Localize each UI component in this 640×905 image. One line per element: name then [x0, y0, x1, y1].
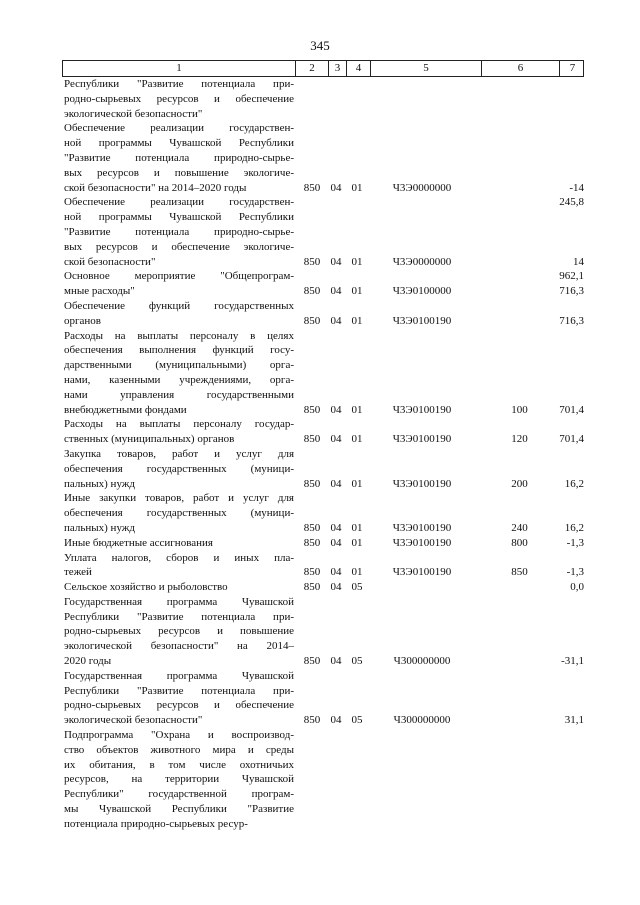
description-line: ственных (муниципальных) органов: [64, 433, 235, 446]
header-col-6: 6: [481, 61, 559, 76]
description-line: вых ресурсов и обеспечение экологиче-: [64, 240, 294, 253]
description-line: Подпрограмма "Охрана и воспроизвод-: [64, 729, 294, 742]
cell-c7: [552, 107, 584, 122]
description-line: внебюджетными фондами: [64, 403, 187, 416]
description-line: родно-сырьевых ресурсов и обеспечение: [64, 92, 294, 105]
description-line: Основное мероприятие "Общепрограм-: [64, 270, 294, 283]
page-number: 345: [310, 38, 330, 53]
cell-c7: -31,1: [561, 655, 584, 668]
table-row: [62, 491, 584, 535]
description-line: родно-сырьевых ресурсов и повышение: [64, 625, 294, 638]
cell-c5: Ч3Э0100190: [392, 536, 452, 549]
description-line: дарственными (муниципальными) орга-: [64, 359, 294, 372]
table-row: [62, 417, 584, 447]
cell-c7: 0,0: [570, 581, 584, 594]
cell-c4: 01: [351, 285, 363, 298]
description-line: Республики" государственной програм-: [64, 788, 294, 801]
cell-c3: [327, 107, 345, 122]
table-header: [62, 60, 584, 77]
cell-c6: [492, 284, 547, 299]
cell-c5: Ч3Э0100190: [392, 403, 452, 416]
cell-c2: 850: [303, 314, 321, 327]
cell-c7: -1,3: [566, 536, 584, 549]
cell-c7: 31,1: [564, 714, 584, 727]
cell-c6: 120: [511, 433, 528, 446]
cell-c5: Ч3Э0100190: [392, 433, 452, 446]
description-line: мы Чувашской Республики "Развитие: [64, 803, 294, 816]
cell-c2: 850: [303, 403, 321, 416]
description-line: экологической безопасности" на 2014–: [64, 640, 294, 653]
cell-c6: 240: [511, 521, 528, 534]
cell-c2: 850: [303, 714, 321, 727]
description-line: экологической безопасности": [64, 714, 203, 727]
cell-c3: 04: [330, 181, 342, 194]
cell-c4: 01: [351, 477, 363, 490]
header-col-3: 3: [328, 61, 346, 76]
description-line: Закупка товаров, работ и услуг для: [64, 447, 294, 460]
header-col-7: 7: [559, 61, 585, 76]
cell-c7: 716,3: [559, 314, 584, 327]
cell-c7: 14 962,1: [559, 255, 584, 283]
cell-c7: -1,3: [566, 566, 584, 579]
description-line: Государственная программа Чувашской: [64, 595, 294, 608]
description-line: пальных) нужд: [64, 477, 136, 490]
cell-c2: 850: [303, 536, 321, 549]
cell-c4: 05: [351, 714, 363, 727]
description-line: ской безопасности" на 2014–2020 годы: [64, 181, 247, 194]
cell-c4: 01: [351, 536, 363, 549]
description-line: Обеспечение реализации государствен-: [64, 196, 294, 209]
description-line: ной программы Чувашской Республики: [64, 211, 294, 224]
description-line: Расходы на выплаты персоналу государ-: [64, 418, 294, 431]
cell-c2: 850: [303, 255, 321, 268]
description-line: обеспечения государственных (муници-: [64, 507, 294, 520]
cell-c4: 01: [351, 521, 363, 534]
table-row: [62, 447, 584, 491]
cell-c6: 200: [511, 477, 528, 490]
table-row: [62, 269, 584, 299]
description-line: Иные закупки товаров, работ и услуг для: [64, 492, 294, 505]
description-line: Государственная программа Чувашской: [64, 669, 294, 682]
cell-c5: Ч300000000: [393, 714, 451, 727]
cell-c3: 04: [330, 255, 342, 268]
description-line: ной программы Чувашской Республики: [64, 137, 294, 150]
cell-c4: 01: [351, 403, 363, 416]
cell-c5: Ч3Э0100190: [392, 314, 452, 327]
description-line: Республики "Развитие потенциала при-: [64, 684, 294, 697]
cell-c2: [297, 107, 327, 122]
cell-c4: 01: [351, 433, 363, 446]
description-line: Расходы на выплаты персоналу в целях: [64, 329, 294, 342]
cell-c6: 850: [511, 566, 528, 579]
description-line: 2020 годы: [64, 655, 112, 668]
cell-c5: Ч3Э0100190: [392, 521, 452, 534]
header-col-2: 2: [295, 61, 328, 76]
cell-c4: 01: [351, 566, 363, 579]
cell-c5: Ч3Э0100000: [392, 285, 452, 298]
header-col-4: 4: [346, 61, 370, 76]
cell-c3: 04: [330, 536, 342, 549]
description-line: органов: [64, 314, 101, 327]
description-line: нами управления государственными: [64, 388, 294, 401]
table-body: [62, 77, 584, 832]
cell-c2: 850: [303, 566, 321, 579]
cell-c4: 01: [351, 181, 363, 194]
cell-c3: 04: [330, 477, 342, 490]
cell-c5: Ч3Э0100190: [392, 566, 452, 579]
cell-c6: [492, 107, 547, 122]
cell-c5: Ч3Э0000000: [392, 181, 452, 194]
description-line: потенциала природно-сырьевых ресур-: [64, 817, 248, 830]
cell-c4: 05: [351, 581, 363, 594]
table-row: [62, 299, 584, 329]
header-col-5: 5: [370, 61, 481, 76]
cell-c3: 04: [330, 581, 342, 594]
table-row: [62, 121, 584, 209]
table-row: [62, 669, 584, 728]
cell-c5: Ч3Э0100190: [392, 477, 452, 490]
description-line: мные расходы": [64, 285, 135, 298]
cell-c7: 716,3: [559, 285, 584, 298]
cell-c2: 850: [303, 581, 321, 594]
description-line: тежей: [64, 566, 92, 579]
description-line: обеспечения государственных (муници-: [64, 462, 294, 475]
cell-c6: [492, 255, 547, 270]
cell-c5: [372, 817, 472, 832]
cell-c4: 05: [351, 655, 363, 668]
table-row: [62, 595, 584, 669]
table-row: [62, 580, 584, 595]
description-line: "Развитие потенциала природно-сырье-: [64, 225, 294, 238]
description-line: ской безопасности": [64, 255, 156, 268]
description-line: Уплата налогов, сборов и иных пла-: [64, 551, 294, 564]
table-row: [62, 329, 584, 418]
header-col-1: 1: [176, 62, 182, 74]
description-line: обеспечения выполнения функций госу-: [64, 344, 294, 357]
description-line: "Развитие потенциала природно-сырье-: [64, 151, 294, 164]
cell-c3: 04: [330, 714, 342, 727]
cell-c2: 850: [303, 655, 321, 668]
cell-c3: 04: [330, 521, 342, 534]
cell-c3: 04: [330, 285, 342, 298]
cell-c2: 850: [303, 433, 321, 446]
cell-c7: 16,2: [564, 477, 584, 490]
cell-c6: [492, 713, 547, 728]
cell-c3: [327, 817, 345, 832]
cell-c2: 850: [303, 521, 321, 534]
cell-c2: 850: [303, 181, 321, 194]
cell-c4: 01: [351, 314, 363, 327]
cell-c6: [492, 181, 547, 196]
cell-c5: Ч300000000: [393, 655, 451, 668]
description-line: их обитания, в том числе охотничьих: [64, 758, 294, 771]
cell-c3: 04: [330, 566, 342, 579]
table-row: [62, 728, 584, 832]
cell-c7: 16,2: [564, 521, 584, 534]
table-row: [62, 77, 584, 121]
cell-c5: [372, 107, 472, 122]
description-line: родно-сырьевых ресурсов и обеспечение: [64, 699, 294, 712]
cell-c6: 800: [511, 536, 528, 549]
description-line: Обеспечение функций государственных: [64, 299, 294, 312]
description-line: нами, казенными учреждениями, орга-: [64, 373, 294, 386]
budget-table: [62, 60, 584, 832]
cell-c4: [346, 107, 368, 122]
cell-c6: [492, 654, 547, 669]
description-line: Обеспечение реализации государствен-: [64, 122, 294, 135]
cell-c7: 701,4: [559, 403, 584, 416]
cell-c2: [297, 817, 327, 832]
description-line: пальных) нужд: [64, 521, 136, 534]
description-line: Республики "Развитие потенциала при-: [64, 610, 294, 623]
description-line: экологической безопасности": [64, 107, 203, 120]
cell-c5: Ч3Э0000000: [392, 255, 452, 268]
description-line: Республики "Развитие потенциала при-: [64, 78, 294, 90]
description-line: Сельское хозяйство и рыболовство: [64, 581, 228, 594]
cell-c6: 100: [511, 403, 528, 416]
description-line: ресурсов, на территории Чувашской: [64, 773, 294, 786]
table-row: [62, 536, 584, 551]
cell-c3: 04: [330, 403, 342, 416]
cell-c4: [346, 817, 368, 832]
cell-c6: [492, 314, 547, 329]
cell-c6: [492, 817, 547, 832]
cell-c2: 850: [303, 477, 321, 490]
description-line: вых ресурсов и повышение экологиче-: [64, 166, 294, 179]
cell-c3: 04: [330, 314, 342, 327]
cell-c3: 04: [330, 655, 342, 668]
table-row: [62, 551, 584, 581]
cell-c7: -14 245,8: [559, 181, 584, 209]
cell-c5: [372, 580, 472, 595]
description-line: Иные бюджетные ассигнования: [64, 536, 213, 549]
description-line: ство объектов животного мира и среды: [64, 743, 294, 756]
cell-c4: 01: [351, 255, 363, 268]
cell-c7: 701,4: [559, 433, 584, 446]
cell-c2: 850: [303, 285, 321, 298]
cell-c3: 04: [330, 433, 342, 446]
cell-c6: [492, 580, 547, 595]
cell-c7: [552, 817, 584, 832]
